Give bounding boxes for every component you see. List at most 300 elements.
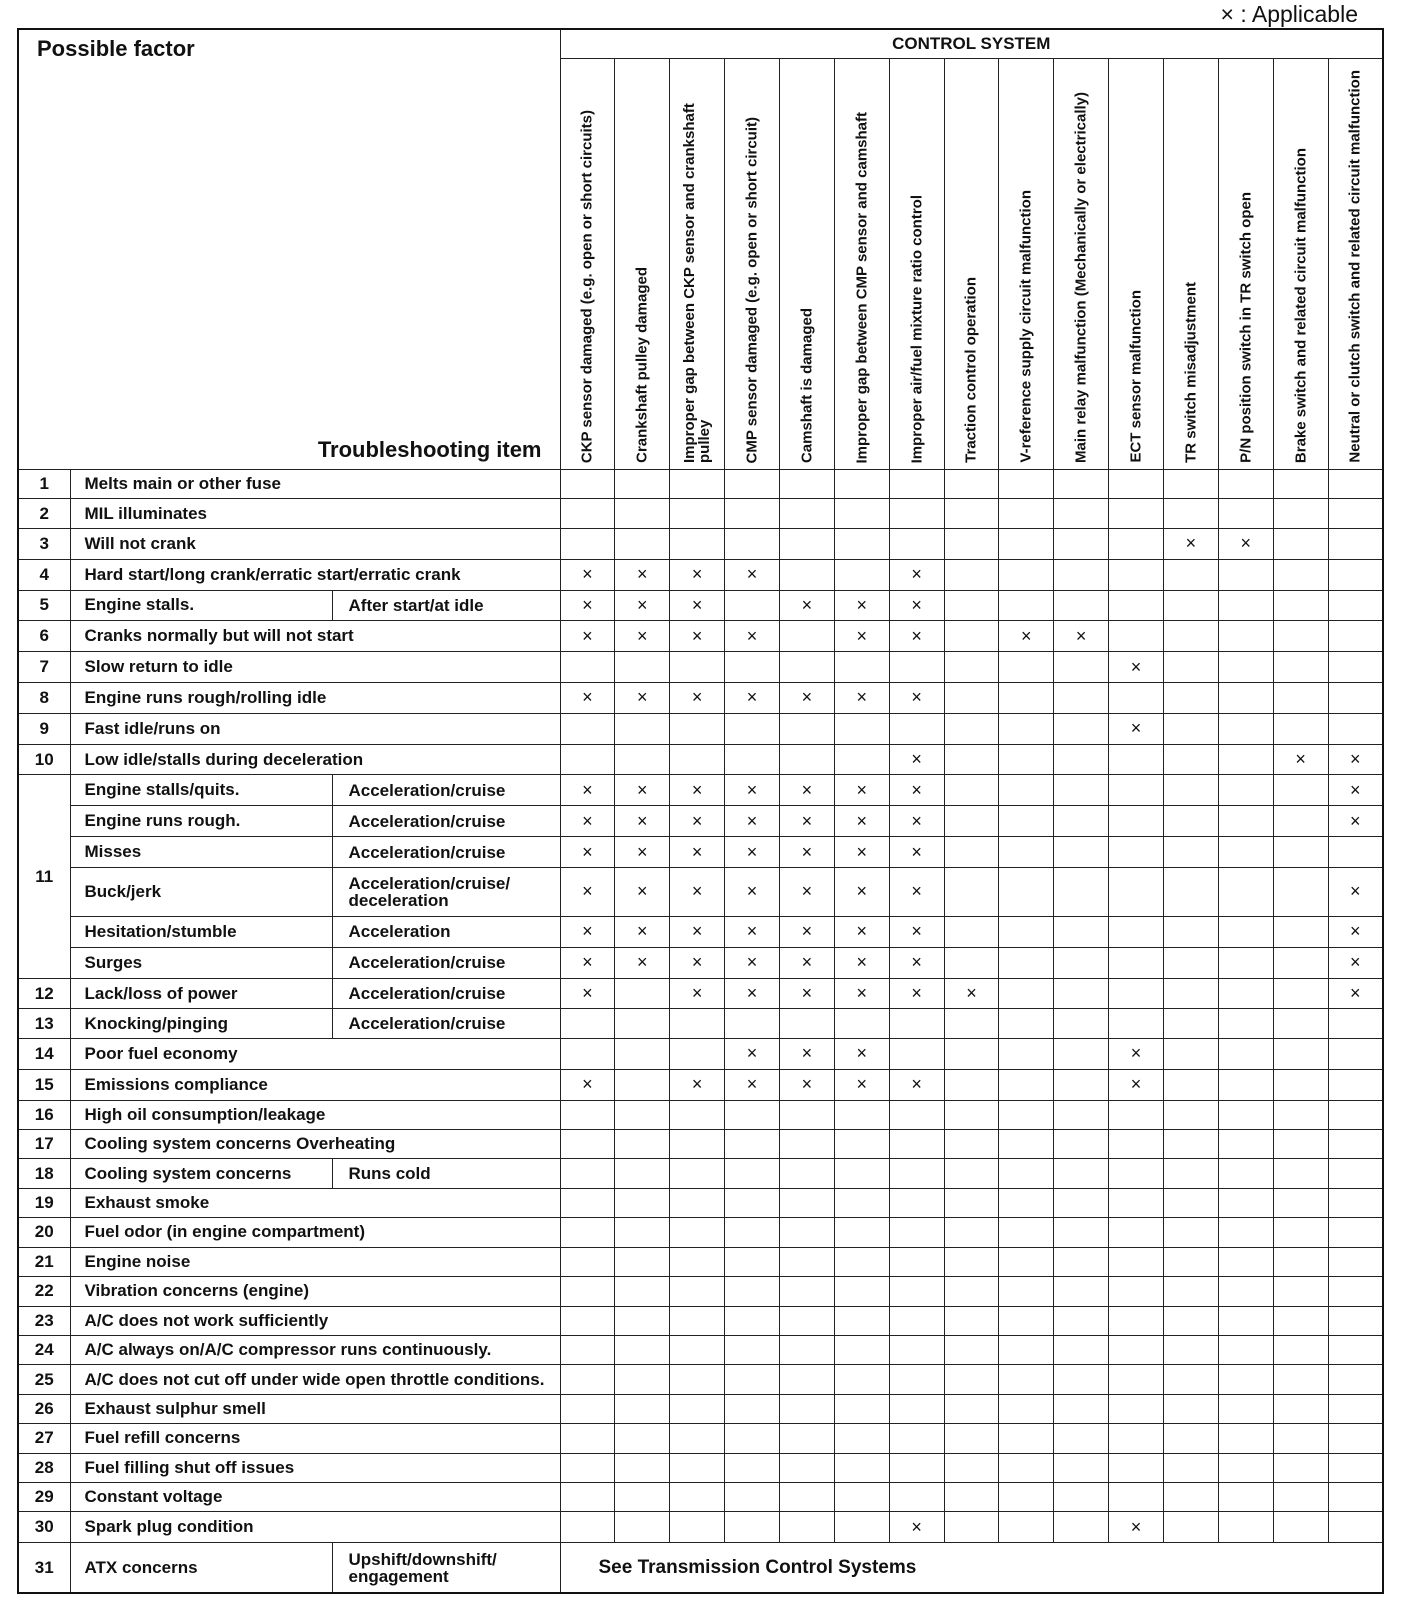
matrix-cell xyxy=(1054,1247,1109,1276)
matrix-cell xyxy=(834,1335,889,1364)
row-item: Engine noise xyxy=(70,1247,560,1276)
matrix-cell xyxy=(779,1483,834,1512)
matrix-cell xyxy=(834,499,889,528)
matrix-cell xyxy=(560,1394,615,1423)
matrix-cell xyxy=(1328,1453,1383,1482)
matrix-cell xyxy=(999,744,1054,775)
row-item: Poor fuel economy xyxy=(70,1038,560,1069)
matrix-cell xyxy=(944,1129,999,1158)
matrix-cell xyxy=(1109,775,1164,806)
matrix-cell xyxy=(560,1247,615,1276)
applicable-mark: × xyxy=(834,1038,889,1069)
row-number: 29 xyxy=(18,1483,70,1512)
applicable-mark: × xyxy=(560,978,615,1009)
row-item: Hard start/long crank/erratic start/erratic crank xyxy=(70,559,560,590)
applicable-mark: × xyxy=(779,775,834,806)
table-row xyxy=(18,682,1383,713)
matrix-cell xyxy=(834,559,889,590)
matrix-cell xyxy=(834,1159,889,1188)
matrix-cell xyxy=(1273,1129,1328,1158)
matrix-cell xyxy=(1273,470,1328,499)
matrix-cell xyxy=(1328,1394,1383,1423)
applicable-mark: × xyxy=(615,775,670,806)
column-header-label: ECT sensor malfunction xyxy=(1127,290,1145,463)
row-number: 15 xyxy=(18,1069,70,1100)
matrix-cell xyxy=(944,1159,999,1188)
matrix-cell xyxy=(1218,1512,1273,1543)
matrix-cell xyxy=(1109,1188,1164,1217)
matrix-cell xyxy=(999,806,1054,837)
applicable-mark: × xyxy=(560,590,615,621)
matrix-cell xyxy=(1109,978,1164,1009)
applicable-mark: × xyxy=(834,806,889,837)
applicable-mark: × xyxy=(725,978,780,1009)
matrix-cell xyxy=(1163,713,1218,744)
column-header xyxy=(1163,59,1218,470)
column-header xyxy=(834,59,889,470)
applicable-mark: × xyxy=(779,867,834,916)
table-row xyxy=(18,1009,1383,1038)
matrix-cell xyxy=(889,652,944,683)
matrix-cell xyxy=(615,1247,670,1276)
matrix-cell xyxy=(1328,1038,1383,1069)
matrix-cell xyxy=(1054,867,1109,916)
applicable-mark: × xyxy=(889,590,944,621)
matrix-cell xyxy=(1328,1335,1383,1364)
matrix-cell xyxy=(999,1512,1054,1543)
applicable-mark: × xyxy=(999,621,1054,652)
column-header-label: Camshaft is damaged xyxy=(798,307,816,463)
applicable-mark: × xyxy=(725,682,780,713)
matrix-cell xyxy=(1109,947,1164,978)
applicable-mark: × xyxy=(670,837,725,868)
matrix-cell xyxy=(889,1453,944,1482)
row-item: Engine runs rough/rolling idle xyxy=(70,682,560,713)
matrix-cell xyxy=(670,528,725,559)
matrix-cell xyxy=(999,1365,1054,1394)
matrix-cell xyxy=(1054,590,1109,621)
matrix-cell xyxy=(1328,1424,1383,1453)
table-row xyxy=(18,1218,1383,1247)
matrix-cell xyxy=(560,1159,615,1188)
matrix-cell xyxy=(1163,1335,1218,1364)
matrix-cell xyxy=(834,1129,889,1158)
matrix-cell xyxy=(560,1277,615,1306)
matrix-cell xyxy=(999,1394,1054,1423)
applicable-mark: × xyxy=(670,947,725,978)
matrix-cell xyxy=(1273,1038,1328,1069)
matrix-cell xyxy=(1218,559,1273,590)
row-item: Fuel refill concerns xyxy=(70,1424,560,1453)
applicable-mark: × xyxy=(779,947,834,978)
matrix-cell xyxy=(1218,621,1273,652)
matrix-cell xyxy=(944,1038,999,1069)
applicable-mark: × xyxy=(1273,744,1328,775)
matrix-cell xyxy=(560,744,615,775)
matrix-cell xyxy=(725,1483,780,1512)
matrix-cell xyxy=(1054,806,1109,837)
row-condition: Upshift/downshift/ engagement xyxy=(332,1543,560,1593)
applicable-mark: × xyxy=(889,837,944,868)
row-number: 14 xyxy=(18,1038,70,1069)
matrix-cell xyxy=(999,559,1054,590)
matrix-cell xyxy=(1218,744,1273,775)
matrix-cell xyxy=(1109,559,1164,590)
matrix-cell xyxy=(1218,713,1273,744)
matrix-cell xyxy=(779,1009,834,1038)
applicable-mark: × xyxy=(889,867,944,916)
row-item: Emissions compliance xyxy=(70,1069,560,1100)
matrix-cell xyxy=(725,713,780,744)
table-row xyxy=(18,1069,1383,1100)
matrix-cell xyxy=(779,1159,834,1188)
table-row xyxy=(18,867,1383,916)
row-number: 8 xyxy=(18,682,70,713)
matrix-cell xyxy=(834,1247,889,1276)
matrix-cell xyxy=(1273,917,1328,948)
row-item: Surges xyxy=(70,947,332,978)
matrix-cell xyxy=(779,713,834,744)
applicable-mark: × xyxy=(725,775,780,806)
matrix-cell xyxy=(779,1247,834,1276)
matrix-cell xyxy=(615,528,670,559)
matrix-cell xyxy=(1273,1335,1328,1364)
matrix-cell xyxy=(615,1365,670,1394)
matrix-cell xyxy=(670,1129,725,1158)
matrix-cell xyxy=(1328,528,1383,559)
matrix-cell xyxy=(779,528,834,559)
matrix-cell xyxy=(779,1394,834,1423)
matrix-cell xyxy=(834,1100,889,1129)
matrix-cell xyxy=(889,1306,944,1335)
table-row xyxy=(18,590,1383,621)
row-item: Fuel filling shut off issues xyxy=(70,1453,560,1482)
applicable-mark: × xyxy=(834,682,889,713)
matrix-cell xyxy=(834,1306,889,1335)
matrix-cell xyxy=(1054,1188,1109,1217)
matrix-cell xyxy=(1054,470,1109,499)
table-row xyxy=(18,1335,1383,1364)
matrix-cell xyxy=(1163,867,1218,916)
matrix-cell xyxy=(1054,1218,1109,1247)
matrix-cell xyxy=(999,947,1054,978)
row-number: 1 xyxy=(18,470,70,499)
matrix-cell xyxy=(999,867,1054,916)
row-item: Hesitation/stumble xyxy=(70,917,332,948)
matrix-cell xyxy=(999,1100,1054,1129)
column-header xyxy=(615,59,670,470)
matrix-cell xyxy=(1273,1188,1328,1217)
matrix-cell xyxy=(1273,1306,1328,1335)
applicable-mark: × xyxy=(779,682,834,713)
matrix-cell xyxy=(615,1218,670,1247)
matrix-cell xyxy=(615,1453,670,1482)
row-item: A/C does not work sufficiently xyxy=(70,1306,560,1335)
matrix-cell xyxy=(1273,867,1328,916)
matrix-cell xyxy=(1273,1394,1328,1423)
matrix-cell xyxy=(944,1069,999,1100)
matrix-cell xyxy=(615,1483,670,1512)
matrix-cell xyxy=(944,1306,999,1335)
matrix-cell xyxy=(1109,1218,1164,1247)
matrix-cell xyxy=(1328,1009,1383,1038)
matrix-cell xyxy=(725,1365,780,1394)
matrix-cell xyxy=(1273,652,1328,683)
applicable-mark: × xyxy=(944,978,999,1009)
table-row xyxy=(18,978,1383,1009)
table-row xyxy=(18,1365,1383,1394)
matrix-cell xyxy=(560,1483,615,1512)
applicable-mark: × xyxy=(670,559,725,590)
matrix-cell xyxy=(1273,713,1328,744)
matrix-cell xyxy=(615,1009,670,1038)
row-number: 31 xyxy=(18,1543,70,1593)
matrix-cell xyxy=(1218,1159,1273,1188)
matrix-cell xyxy=(615,652,670,683)
matrix-cell xyxy=(999,775,1054,806)
row-item: A/C does not cut off under wide open throttle conditions. xyxy=(70,1365,560,1394)
matrix-cell xyxy=(615,1394,670,1423)
row-number: 16 xyxy=(18,1100,70,1129)
row-item: Engine stalls. xyxy=(70,590,332,621)
matrix-cell xyxy=(779,1218,834,1247)
row-number: 25 xyxy=(18,1365,70,1394)
matrix-cell xyxy=(1218,806,1273,837)
row-item: Buck/jerk xyxy=(70,867,332,916)
matrix-cell xyxy=(1273,1247,1328,1276)
matrix-cell xyxy=(1218,1009,1273,1038)
matrix-cell xyxy=(670,499,725,528)
matrix-cell xyxy=(944,713,999,744)
matrix-cell xyxy=(779,1453,834,1482)
applicable-mark: × xyxy=(560,917,615,948)
applicable-mark: × xyxy=(834,1069,889,1100)
matrix-cell xyxy=(1328,1306,1383,1335)
matrix-cell xyxy=(725,652,780,683)
matrix-cell xyxy=(1054,1365,1109,1394)
applicable-mark: × xyxy=(560,559,615,590)
matrix-cell xyxy=(944,470,999,499)
applicable-mark: × xyxy=(834,775,889,806)
row-item: Fuel odor (in engine compartment) xyxy=(70,1218,560,1247)
matrix-cell xyxy=(615,1188,670,1217)
matrix-cell xyxy=(1218,1424,1273,1453)
matrix-cell xyxy=(615,499,670,528)
matrix-cell xyxy=(670,713,725,744)
matrix-cell xyxy=(1054,1335,1109,1364)
matrix-cell xyxy=(725,1009,780,1038)
matrix-cell xyxy=(889,1159,944,1188)
applicable-mark: × xyxy=(1163,528,1218,559)
row-condition: Acceleration/cruise xyxy=(332,775,560,806)
table-row xyxy=(18,1038,1383,1069)
matrix-cell xyxy=(1109,867,1164,916)
matrix-cell xyxy=(1109,1247,1164,1276)
matrix-cell xyxy=(560,1218,615,1247)
matrix-cell xyxy=(615,1069,670,1100)
matrix-cell xyxy=(1328,1129,1383,1158)
matrix-cell xyxy=(1163,621,1218,652)
matrix-cell xyxy=(889,1129,944,1158)
matrix-cell xyxy=(834,1483,889,1512)
matrix-cell xyxy=(725,744,780,775)
matrix-cell xyxy=(889,1218,944,1247)
matrix-cell xyxy=(1163,775,1218,806)
matrix-cell xyxy=(615,1159,670,1188)
matrix-cell xyxy=(1218,1394,1273,1423)
applicable-mark: × xyxy=(834,621,889,652)
row-condition: Acceleration xyxy=(332,917,560,948)
matrix-cell xyxy=(1163,1394,1218,1423)
matrix-cell xyxy=(834,1009,889,1038)
legend-applicable: × : Applicable xyxy=(1220,1,1358,27)
matrix-cell xyxy=(779,470,834,499)
matrix-cell xyxy=(725,1159,780,1188)
matrix-cell xyxy=(615,978,670,1009)
matrix-cell xyxy=(999,1159,1054,1188)
matrix-cell xyxy=(560,1424,615,1453)
row-item: Constant voltage xyxy=(70,1483,560,1512)
applicable-mark: × xyxy=(834,978,889,1009)
matrix-cell xyxy=(1163,682,1218,713)
matrix-cell xyxy=(1328,682,1383,713)
matrix-cell xyxy=(999,1335,1054,1364)
matrix-cell xyxy=(1054,744,1109,775)
matrix-cell xyxy=(834,713,889,744)
matrix-cell xyxy=(889,713,944,744)
matrix-cell xyxy=(1273,499,1328,528)
matrix-cell xyxy=(999,470,1054,499)
column-header xyxy=(1328,59,1383,470)
control-system-header: CONTROL SYSTEM xyxy=(560,29,1383,59)
applicable-mark: × xyxy=(615,917,670,948)
column-header-label: Improper gap between CKP sensor and crankshaft pulley xyxy=(681,103,714,463)
matrix-cell xyxy=(1273,528,1328,559)
matrix-cell xyxy=(1109,1129,1164,1158)
applicable-mark: × xyxy=(560,837,615,868)
matrix-cell xyxy=(779,1306,834,1335)
matrix-cell xyxy=(670,1306,725,1335)
row-item: Engine runs rough. xyxy=(70,806,332,837)
matrix-cell xyxy=(1163,499,1218,528)
applicable-mark: × xyxy=(1054,621,1109,652)
matrix-cell xyxy=(1109,1306,1164,1335)
matrix-cell xyxy=(1163,947,1218,978)
matrix-cell xyxy=(999,1247,1054,1276)
matrix-cell xyxy=(1328,1483,1383,1512)
table-row xyxy=(18,917,1383,948)
applicable-mark: × xyxy=(670,978,725,1009)
matrix-cell xyxy=(1328,499,1383,528)
matrix-cell xyxy=(670,1100,725,1129)
matrix-cell xyxy=(670,1038,725,1069)
row-condition: After start/at idle xyxy=(332,590,560,621)
matrix-cell xyxy=(1163,1188,1218,1217)
matrix-cell xyxy=(889,1394,944,1423)
matrix-cell xyxy=(944,682,999,713)
matrix-cell xyxy=(999,978,1054,1009)
matrix-cell xyxy=(889,1038,944,1069)
matrix-cell xyxy=(1218,1306,1273,1335)
table-row xyxy=(18,947,1383,978)
matrix-cell xyxy=(1163,1100,1218,1129)
row-item: Exhaust smoke xyxy=(70,1188,560,1217)
matrix-cell xyxy=(725,1424,780,1453)
matrix-cell xyxy=(1109,1424,1164,1453)
row-condition: Acceleration/cruise xyxy=(332,978,560,1009)
column-header-label: Brake switch and related circuit malfunction xyxy=(1292,147,1310,463)
matrix-cell xyxy=(1328,1277,1383,1306)
matrix-cell xyxy=(725,470,780,499)
matrix-cell xyxy=(1163,806,1218,837)
table-row xyxy=(18,621,1383,652)
matrix-cell xyxy=(1163,1009,1218,1038)
matrix-cell xyxy=(1163,652,1218,683)
matrix-cell xyxy=(889,499,944,528)
applicable-mark: × xyxy=(560,682,615,713)
table-row xyxy=(18,775,1383,806)
table-row xyxy=(18,1159,1383,1188)
applicable-mark: × xyxy=(779,917,834,948)
applicable-mark: × xyxy=(779,806,834,837)
table-row xyxy=(18,1129,1383,1158)
matrix-cell xyxy=(560,1009,615,1038)
matrix-cell xyxy=(1054,1394,1109,1423)
matrix-cell xyxy=(944,1009,999,1038)
matrix-cell xyxy=(1163,1424,1218,1453)
table-row xyxy=(18,470,1383,499)
table-row xyxy=(18,1424,1383,1453)
matrix-cell xyxy=(670,1394,725,1423)
table-row xyxy=(18,1306,1383,1335)
matrix-cell xyxy=(999,1277,1054,1306)
matrix-cell xyxy=(834,1512,889,1543)
matrix-cell xyxy=(560,652,615,683)
matrix-cell xyxy=(1109,1277,1164,1306)
applicable-mark: × xyxy=(1328,867,1383,916)
table-row xyxy=(18,744,1383,775)
matrix-cell xyxy=(779,1100,834,1129)
row-item: Cooling system concerns xyxy=(70,1159,332,1188)
matrix-cell xyxy=(999,837,1054,868)
matrix-cell xyxy=(725,1247,780,1276)
matrix-cell xyxy=(889,528,944,559)
matrix-cell xyxy=(725,590,780,621)
matrix-cell xyxy=(999,713,1054,744)
matrix-cell xyxy=(1054,1453,1109,1482)
matrix-cell xyxy=(1054,1100,1109,1129)
table-row xyxy=(18,1100,1383,1129)
matrix-cell xyxy=(670,1247,725,1276)
matrix-cell xyxy=(1218,1483,1273,1512)
matrix-cell xyxy=(1109,1394,1164,1423)
matrix-cell xyxy=(1218,1365,1273,1394)
matrix-cell xyxy=(999,1218,1054,1247)
row-item: Knocking/pinging xyxy=(70,1009,332,1038)
matrix-cell xyxy=(615,713,670,744)
applicable-mark: × xyxy=(1328,978,1383,1009)
matrix-cell xyxy=(1273,1483,1328,1512)
matrix-cell xyxy=(834,1424,889,1453)
matrix-cell xyxy=(944,867,999,916)
applicable-mark: × xyxy=(615,621,670,652)
row-item: ATX concerns xyxy=(70,1543,332,1593)
matrix-cell xyxy=(1328,713,1383,744)
row-item: A/C always on/A/C compressor runs continuously. xyxy=(70,1335,560,1364)
matrix-cell xyxy=(1273,1069,1328,1100)
matrix-cell xyxy=(1109,837,1164,868)
row-item: Engine stalls/quits. xyxy=(70,775,332,806)
